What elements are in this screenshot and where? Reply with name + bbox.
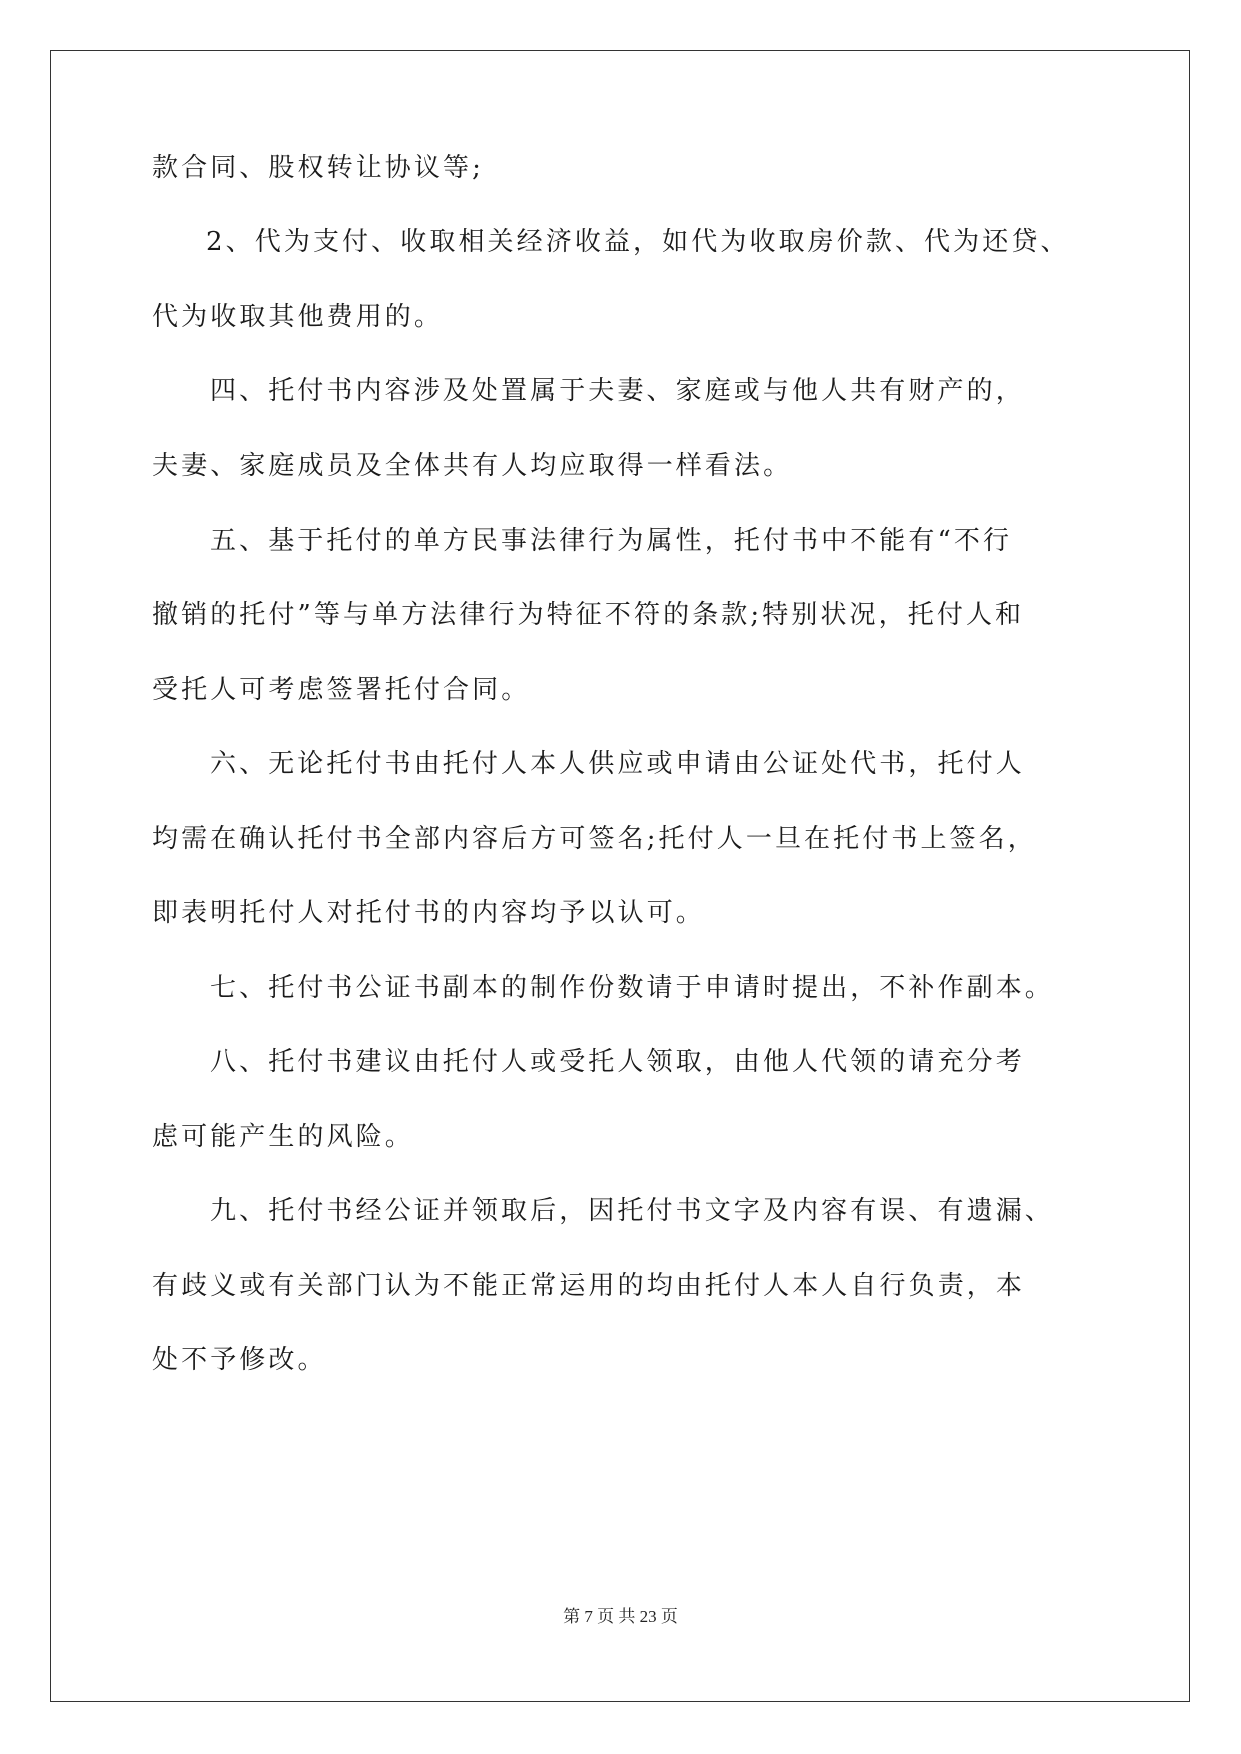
text-line: 处不予修改。 bbox=[152, 1345, 327, 1375]
text-line: 九、托付书经公证并领取后，因托付书文字及内容有误、有遗漏、 bbox=[210, 1196, 1054, 1226]
page-number-footer: 第 7 页 共 23 页 bbox=[563, 1607, 678, 1626]
text-line: 有歧义或有关部门认为不能正常运用的均由托付人本人自行负责，本 bbox=[152, 1271, 1026, 1301]
text-line: 代为收取其他费用的。 bbox=[152, 302, 444, 332]
text-line: 虑可能产生的风险。 bbox=[152, 1122, 414, 1152]
text-line: 七、托付书公证书副本的制作份数请于申请时提出，不补作副本。 bbox=[210, 973, 1054, 1003]
text-line: 2、代为支付、收取相关经济收益，如代为收取房价款、代为还贷、 bbox=[206, 227, 1070, 257]
text-line: 五、基于托付的单方民事法律行为属性，托付书中不能有“不行 bbox=[210, 526, 1013, 556]
text-line: 撤销的托付”等与单方法律行为特征不符的条款;特别状况，托付人和 bbox=[152, 600, 1025, 630]
page-border bbox=[50, 50, 1190, 1702]
text-line: 即表明托付人对托付书的内容均予以认可。 bbox=[152, 898, 705, 928]
text-line: 款合同、股权转让协议等; bbox=[152, 153, 484, 183]
text-line: 受托人可考虑签署托付合同。 bbox=[152, 675, 531, 705]
text-line: 夫妻、家庭成员及全体共有人均应取得一样看法。 bbox=[152, 451, 793, 481]
text-line: 六、无论托付书由托付人本人供应或申请由公证处代书，托付人 bbox=[210, 749, 1025, 779]
text-line: 八、托付书建议由托付人或受托人领取，由他人代领的请充分考 bbox=[210, 1047, 1025, 1077]
text-line: 均需在确认托付书全部内容后方可签名;托付人一旦在托付书上签名， bbox=[152, 824, 1037, 854]
text-line: 四、托付书内容涉及处置属于夫妻、家庭或与他人共有财产的， bbox=[210, 376, 1025, 406]
